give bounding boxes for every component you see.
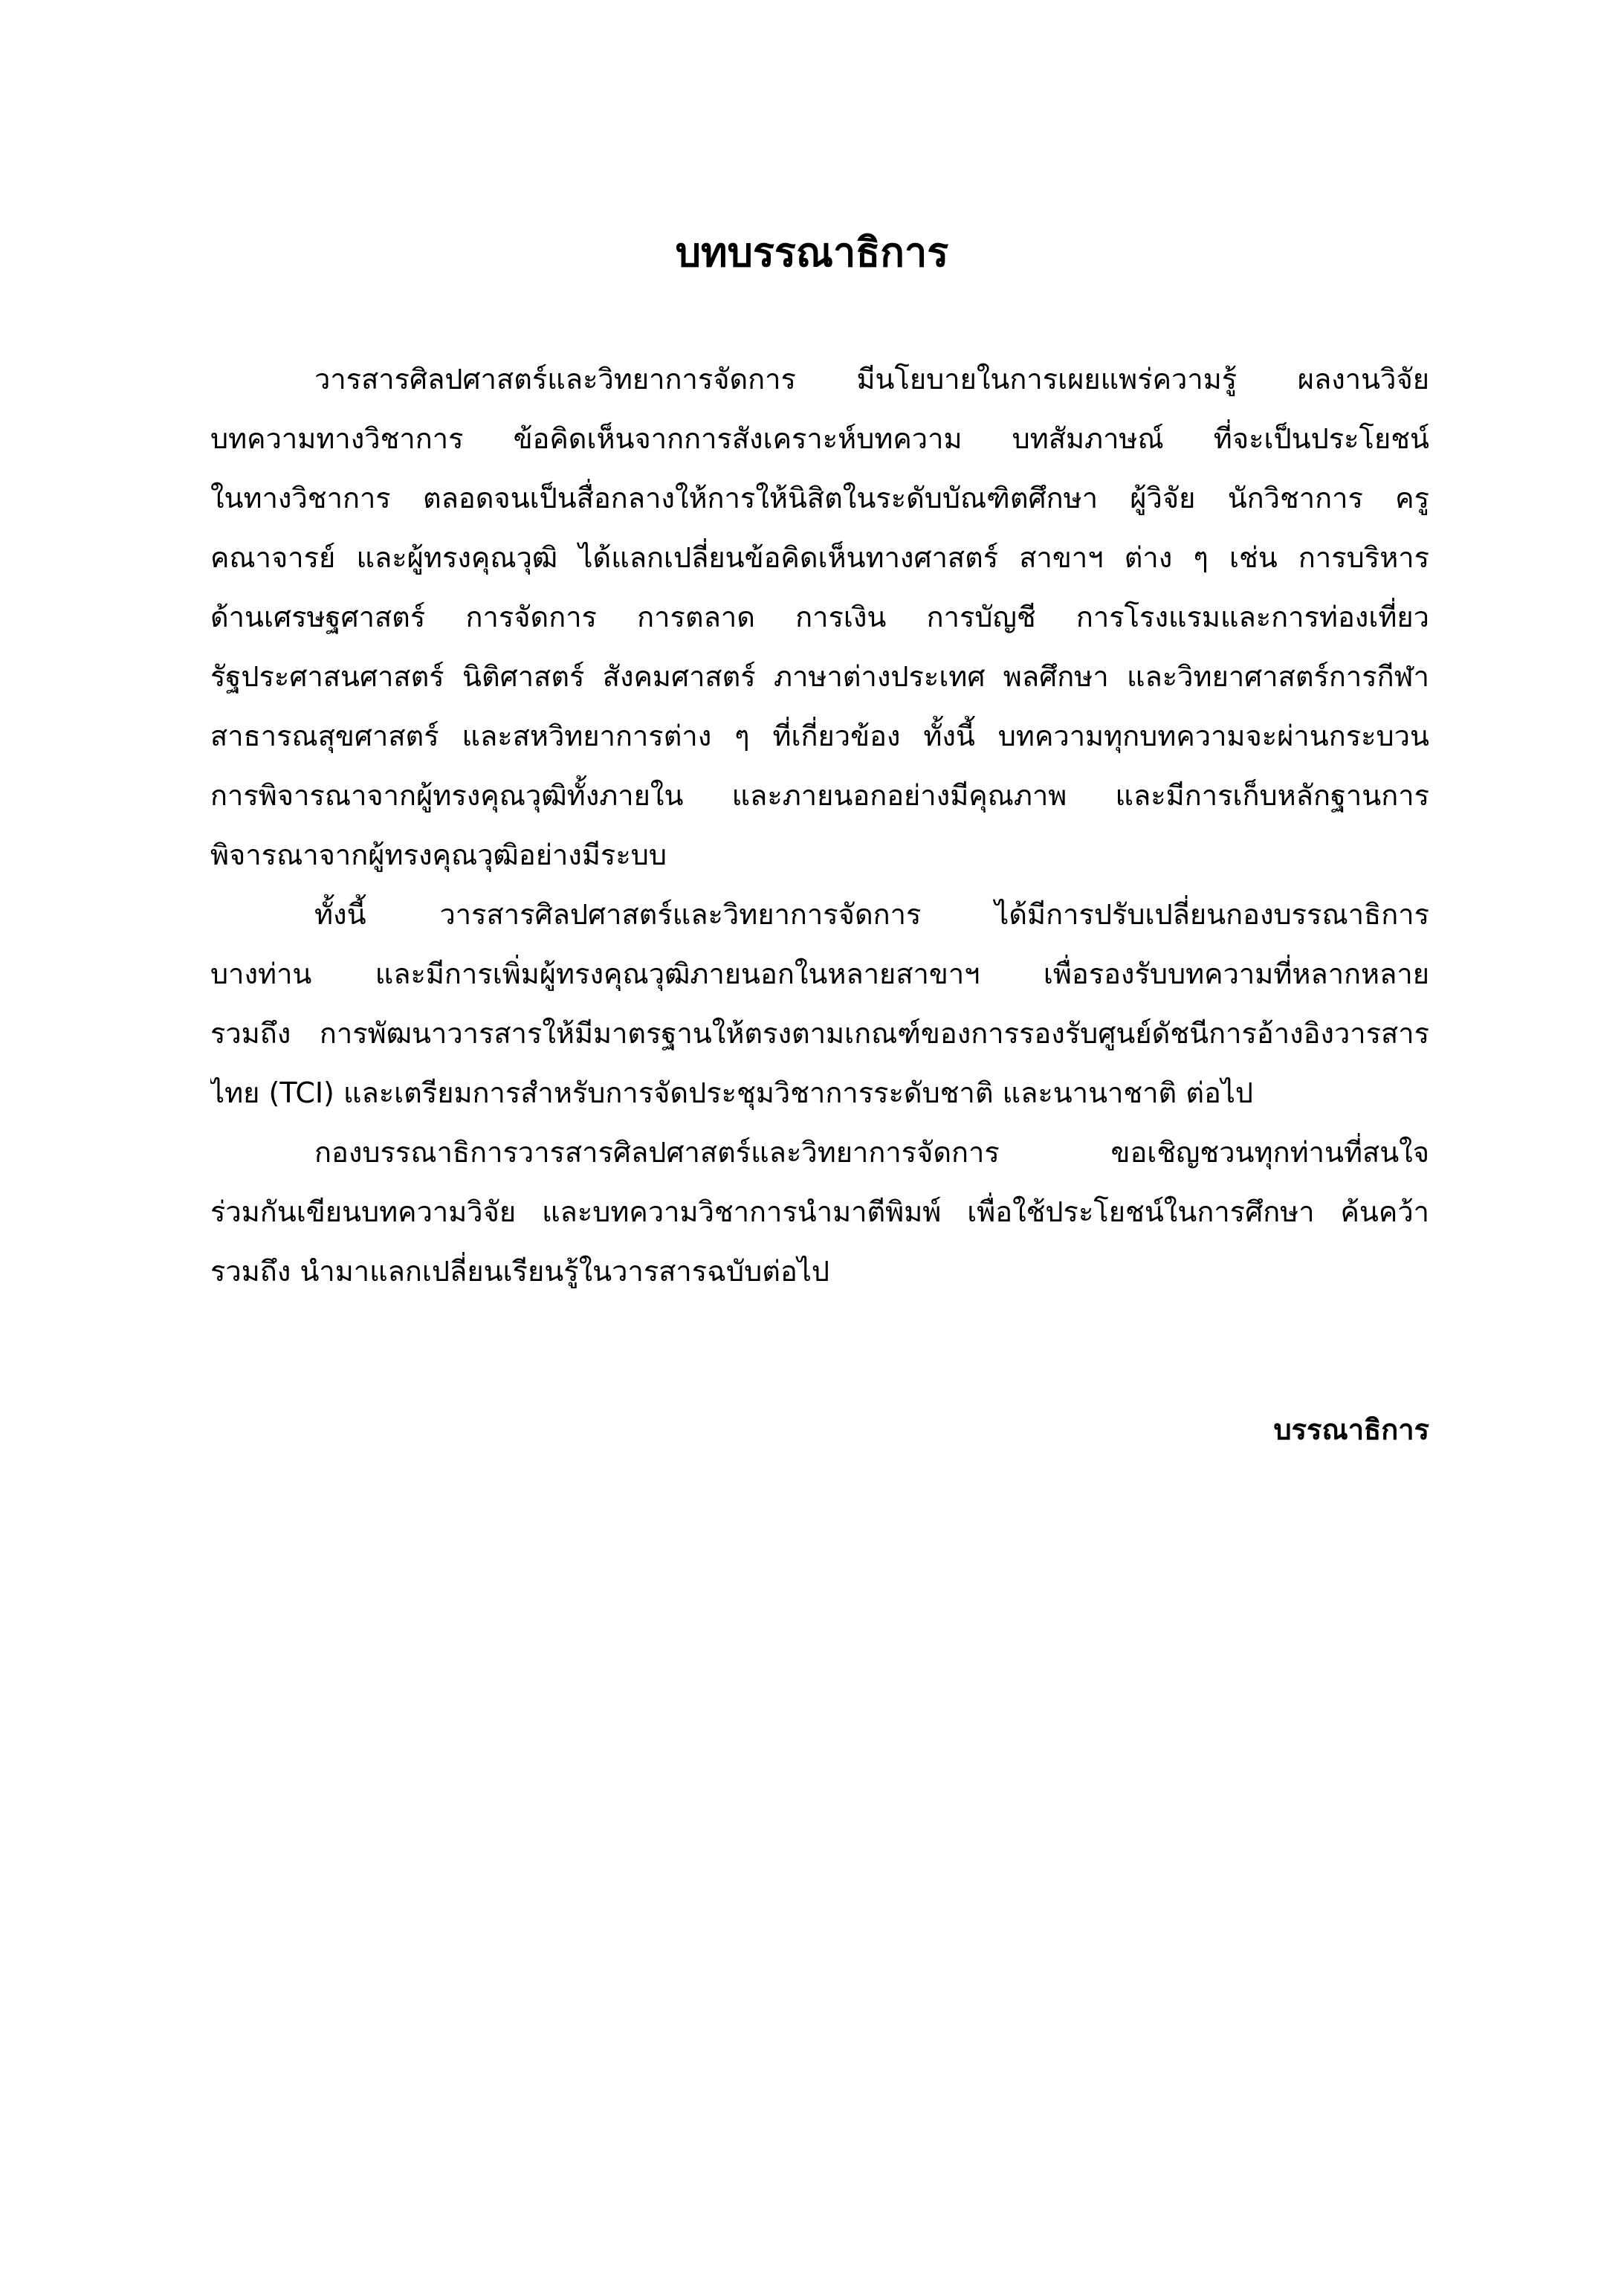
paragraph-line: สาธารณสุขศาสตร์ และสหวิทยาการต่าง ๆ ที่เกี่ยวข้อง ทั้งนี้ บทความทุกบทความจะผ่านกระบวน: [210, 720, 1429, 752]
paragraph-line: วารสารศิลปศาสตร์และวิทยาการจัดการ มีนโยบายในการเผยแพร่ความรู้ ผลงานวิจัย: [314, 363, 1429, 396]
paragraph-line: พิจารณาจากผู้ทรงคุณวุฒิอย่างมีระบบ: [210, 839, 667, 871]
paragraph-line: ด้านเศรษฐศาสตร์ การจัดการ การตลาด การเงิน การบัญชี การโรงแรมและการท่องเที่ยว: [210, 601, 1429, 633]
paragraph-line: รวมถึง การพัฒนาวารสารให้มีมาตรฐานให้ตรงตามเกณฑ์ของการรองรับศูนย์ดัชนีการอ้างอิงวารสาร: [210, 1017, 1429, 1050]
paragraph-line: กองบรรณาธิการวารสารศิลปศาสตร์และวิทยาการจัดการ ขอเชิญชวนทุกท่านที่สนใจ: [314, 1136, 1429, 1169]
paragraph-line: คณาจารย์ และผู้ทรงคุณวุฒิ ได้แลกเปลี่ยนข้อคิดเห็นทางศาสตร์ สาขาฯ ต่าง ๆ เช่น การบริหาร: [210, 541, 1429, 574]
paragraph-2: [210, 885, 1429, 1123]
paragraph-line: ในทางวิชาการ ตลอดจนเป็นสื่อกลางให้การให้นิสิตในระดับบัณฑิตศึกษา ผู้วิจัย นักวิชาการ ครู: [210, 482, 1429, 514]
paragraph-line: บทความทางวิชาการ ข้อคิดเห็นจากการสังเคราะห์บทความ บทสัมภาษณ์ ที่จะเป็นประโยชน์: [210, 422, 1429, 455]
paragraph-line: บางท่าน และมีการเพิ่มผู้ทรงคุณวุฒิภายนอกในหลายสาขาฯ เพื่อรองรับบทความที่หลากหลาย: [210, 958, 1429, 990]
paragraph-line: ร่วมกันเขียนบทความวิจัย และบทความวิชาการนำมาตีพิมพ์ เพื่อใช้ประโยชน์ในการศึกษา ค้นคว้า: [210, 1195, 1429, 1228]
signature: บรรณาธิการ: [1273, 1413, 1429, 1446]
paragraph-line: ไทย (TCI) และเตรียมการสำหรับการจัดประชุมวิชาการระดับชาติ และนานาชาติ ต่อไป: [210, 1076, 1254, 1109]
paragraph-1: [210, 349, 1429, 885]
paragraph-line: การพิจารณาจากผู้ทรงคุณวุฒิทั้งภายใน และภายนอกอย่างมีคุณภาพ และมีการเก็บหลักฐานการ: [210, 779, 1429, 812]
paragraph-line: รวมถึง นำมาแลกเปลี่ยนเรียนรู้ในวารสารฉบับต่อไป: [210, 1255, 830, 1288]
page-title: บทบรรณาธิการ: [675, 229, 949, 276]
paragraph-line: ทั้งนี้ วารสารศิลปศาสตร์และวิทยาการจัดการ ได้มีการปรับเปลี่ยนกองบรรณาธิการ: [314, 898, 1429, 931]
editorial-body: [210, 349, 1429, 1301]
paragraph-line: รัฐประศาสนศาสตร์ นิติศาสตร์ สังคมศาสตร์ ภาษาต่างประเทศ พลศึกษา และวิทยาศาสตร์การกีฬา: [210, 660, 1429, 693]
paragraph-3: [210, 1123, 1429, 1301]
